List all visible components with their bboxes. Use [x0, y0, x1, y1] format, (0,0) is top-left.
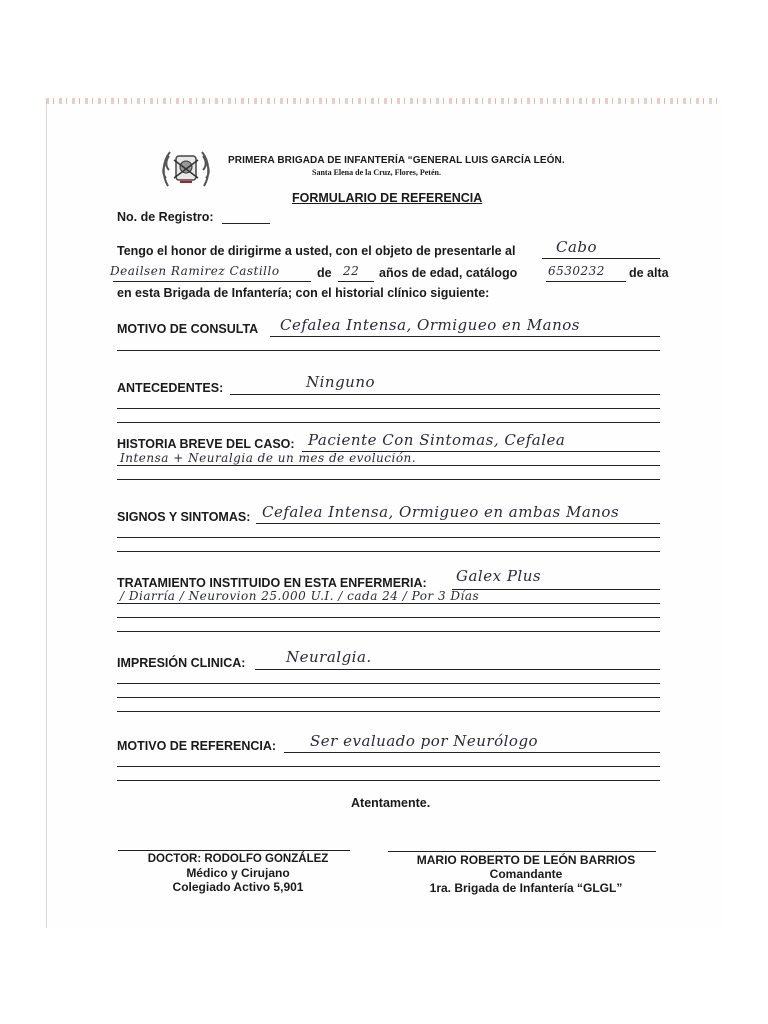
signos-line-2	[117, 537, 660, 538]
signos-label: SIGNOS Y SINTOMAS:	[117, 510, 251, 524]
right-signature-line	[388, 851, 656, 852]
referencia-label: MOTIVO DE REFERENCIA:	[117, 739, 277, 753]
age-handwritten: 22	[343, 264, 360, 278]
historia-line-2	[117, 465, 660, 466]
tratamiento-label: TRATAMIENTO INSTITUIDO EN ESTA ENFERMERIA:	[117, 576, 427, 590]
torn-top-edge	[46, 98, 722, 104]
impresion-line-4	[117, 711, 660, 712]
referencia-line-2	[117, 766, 660, 767]
motivo-consulta-label: MOTIVO DE CONSULTA	[117, 322, 259, 336]
intro-age-text: años de edad, catálogo	[379, 266, 518, 280]
catalog-handwritten: 6530232	[548, 264, 605, 278]
impresion-handwritten: Neuralgia.	[286, 648, 372, 666]
motivo-consulta-line-1	[270, 336, 660, 337]
tratamiento-handwritten-2: / Diarría / Neurovion 25.000 U.I. / cada 24 / Por 3 Días	[120, 589, 480, 603]
tratamiento-handwritten-1: Galex Plus	[456, 567, 542, 585]
right-signer-name: MARIO ROBERTO DE LEÓN BARRIOS	[416, 853, 636, 867]
historia-handwritten-1: Paciente Con Sintomas, Cefalea	[308, 431, 566, 449]
left-signer-extra: Colegiado Activo 5,901	[172, 880, 304, 894]
historia-line-3	[117, 479, 660, 480]
referencia-line-3	[117, 780, 660, 781]
intro-alta: de alta	[629, 266, 669, 280]
signos-handwritten: Cefalea Intensa, Ormigueo en ambas Manos	[262, 503, 620, 521]
rank-field-line	[542, 258, 660, 259]
left-signer-title: Médico y Cirujano	[186, 866, 290, 880]
intro-de: de	[317, 266, 332, 280]
name-field-line	[113, 281, 311, 282]
antecedentes-line-1	[230, 394, 660, 395]
institution-location: Santa Elena de la Cruz, Flores, Petén.	[312, 168, 441, 177]
registro-label: No. de Registro:	[117, 210, 214, 224]
signos-line-1	[256, 523, 660, 524]
impresion-line-3	[117, 697, 660, 698]
signos-line-3	[117, 551, 660, 552]
tratamiento-line-3	[117, 617, 660, 618]
right-signer-extra: 1ra. Brigada de Infantería “GLGL”	[429, 881, 623, 895]
name-handwritten: Deailsen Ramirez Castillo	[110, 264, 280, 278]
impresion-line-1	[255, 669, 660, 670]
age-field-line	[338, 281, 374, 282]
motivo-consulta-line-2	[117, 350, 660, 351]
tratamiento-line-2	[117, 603, 660, 604]
left-signature-line	[118, 850, 350, 851]
antecedentes-line-2	[117, 408, 660, 409]
coat-of-arms-icon	[160, 148, 212, 190]
tratamiento-line-4	[117, 631, 660, 632]
left-signer-name: DOCTOR: RODOLFO GONZÁLEZ	[147, 853, 329, 865]
institution-name: PRIMERA BRIGADA DE INFANTERÍA “GENERAL LUIS GARCÍA LEÓN.	[228, 155, 565, 166]
referencia-handwritten: Ser evaluado por Neurólogo	[310, 732, 539, 750]
registro-field-line	[222, 223, 270, 224]
referencia-line-1	[284, 752, 660, 753]
historia-handwritten-2: Intensa + Neuralgia de un mes de evolución.	[120, 451, 417, 465]
historia-label: HISTORIA BREVE DEL CASO:	[117, 437, 295, 451]
antecedentes-line-3	[117, 422, 660, 423]
motivo-consulta-handwritten: Cefalea Intensa, Ormigueo en Manos	[280, 316, 580, 334]
impresion-label: IMPRESIÓN CLINICA:	[117, 656, 246, 670]
impresion-line-2	[117, 683, 660, 684]
rank-handwritten: Cabo	[556, 238, 598, 256]
form-title: FORMULARIO DE REFERENCIA	[292, 191, 483, 205]
right-signer-title: Comandante	[489, 867, 563, 881]
tratamiento-line-1	[452, 589, 660, 590]
antecedentes-handwritten: Ninguno	[306, 373, 376, 391]
intro-line-1: Tengo el honor de dirigirme a usted, con el objeto de presentarle al	[117, 244, 516, 258]
closing-text: Atentamente.	[351, 796, 431, 810]
intro-line-3: en esta Brigada de Infantería; con el historial clínico siguiente:	[117, 286, 490, 300]
catalog-field-line	[546, 281, 626, 282]
antecedentes-label: ANTECEDENTES:	[117, 381, 224, 395]
